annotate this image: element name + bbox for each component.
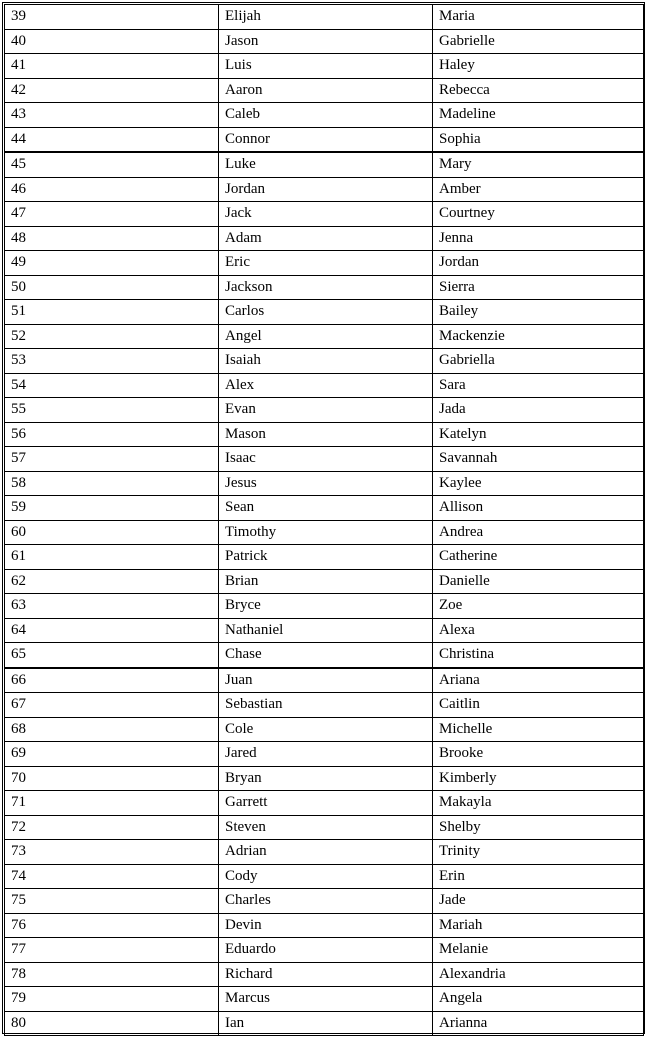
boy-name-cell: Jesus bbox=[219, 471, 433, 496]
table-row bbox=[5, 840, 644, 865]
boy-name-cell: Devin bbox=[219, 913, 433, 938]
rank-cell: 62 bbox=[5, 569, 219, 594]
girl-name-cell: Gabriella bbox=[433, 349, 644, 374]
table-row bbox=[5, 987, 644, 1012]
rank-cell: 53 bbox=[5, 349, 219, 374]
boy-name-cell: Steven bbox=[219, 815, 433, 840]
rank-cell: 70 bbox=[5, 766, 219, 791]
boy-name-cell: Bryan bbox=[219, 766, 433, 791]
table-row bbox=[5, 766, 644, 791]
boy-name-cell: Carlos bbox=[219, 300, 433, 325]
table-row bbox=[5, 103, 644, 128]
boy-name-cell: Marcus bbox=[219, 987, 433, 1012]
table-row bbox=[5, 594, 644, 619]
boy-name-cell: Ian bbox=[219, 1011, 433, 1036]
boy-name-cell: Jason bbox=[219, 29, 433, 54]
girl-name-cell: Erin bbox=[433, 864, 644, 889]
boy-name-cell: Timothy bbox=[219, 520, 433, 545]
girl-name-cell: Christina bbox=[433, 643, 644, 668]
rank-cell: 54 bbox=[5, 373, 219, 398]
boy-name-cell: Adrian bbox=[219, 840, 433, 865]
rank-cell: 56 bbox=[5, 422, 219, 447]
table-row bbox=[5, 643, 644, 668]
rank-cell: 61 bbox=[5, 545, 219, 570]
girl-name-cell: Jada bbox=[433, 398, 644, 423]
table-row bbox=[5, 275, 644, 300]
boy-name-cell: Caleb bbox=[219, 103, 433, 128]
rank-cell: 69 bbox=[5, 742, 219, 767]
rank-cell: 71 bbox=[5, 791, 219, 816]
table-row bbox=[5, 324, 644, 349]
boy-name-cell: Angel bbox=[219, 324, 433, 349]
girl-name-cell: Melanie bbox=[433, 938, 644, 963]
rank-cell: 51 bbox=[5, 300, 219, 325]
table-row bbox=[5, 447, 644, 472]
table-row bbox=[5, 1011, 644, 1036]
rank-cell: 48 bbox=[5, 226, 219, 251]
boy-name-cell: Isaac bbox=[219, 447, 433, 472]
names-table-body bbox=[5, 5, 644, 1036]
table-row bbox=[5, 202, 644, 227]
boy-name-cell: Luke bbox=[219, 152, 433, 177]
rank-cell: 40 bbox=[5, 29, 219, 54]
girl-name-cell: Rebecca bbox=[433, 78, 644, 103]
table-row bbox=[5, 226, 644, 251]
table-row bbox=[5, 864, 644, 889]
boy-name-cell: Isaiah bbox=[219, 349, 433, 374]
table-row bbox=[5, 29, 644, 54]
rank-cell: 65 bbox=[5, 643, 219, 668]
girl-name-cell: Jordan bbox=[433, 251, 644, 276]
girl-name-cell: Savannah bbox=[433, 447, 644, 472]
boy-name-cell: Jared bbox=[219, 742, 433, 767]
rank-cell: 60 bbox=[5, 520, 219, 545]
boy-name-cell: Jordan bbox=[219, 177, 433, 202]
table-row bbox=[5, 962, 644, 987]
rank-cell: 77 bbox=[5, 938, 219, 963]
girl-name-cell: Brooke bbox=[433, 742, 644, 767]
girl-name-cell: Arianna bbox=[433, 1011, 644, 1036]
boy-name-cell: Alex bbox=[219, 373, 433, 398]
table-row bbox=[5, 496, 644, 521]
table-row bbox=[5, 815, 644, 840]
rank-cell: 50 bbox=[5, 275, 219, 300]
rank-cell: 55 bbox=[5, 398, 219, 423]
rank-cell: 57 bbox=[5, 447, 219, 472]
table-row bbox=[5, 177, 644, 202]
girl-name-cell: Zoe bbox=[433, 594, 644, 619]
girl-name-cell: Angela bbox=[433, 987, 644, 1012]
rank-cell: 52 bbox=[5, 324, 219, 349]
girl-name-cell: Gabrielle bbox=[433, 29, 644, 54]
table-row bbox=[5, 54, 644, 79]
boy-name-cell: Elijah bbox=[219, 5, 433, 30]
girl-name-cell: Mackenzie bbox=[433, 324, 644, 349]
rank-cell: 39 bbox=[5, 5, 219, 30]
boy-name-cell: Nathaniel bbox=[219, 618, 433, 643]
girl-name-cell: Katelyn bbox=[433, 422, 644, 447]
table-row bbox=[5, 152, 644, 177]
girl-name-cell: Sophia bbox=[433, 127, 644, 152]
girl-name-cell: Haley bbox=[433, 54, 644, 79]
boy-name-cell: Charles bbox=[219, 889, 433, 914]
girl-name-cell: Mary bbox=[433, 152, 644, 177]
rank-cell: 80 bbox=[5, 1011, 219, 1036]
boy-name-cell: Cody bbox=[219, 864, 433, 889]
table-row bbox=[5, 398, 644, 423]
rank-cell: 47 bbox=[5, 202, 219, 227]
rank-cell: 76 bbox=[5, 913, 219, 938]
girl-name-cell: Madeline bbox=[433, 103, 644, 128]
table-row bbox=[5, 938, 644, 963]
boy-name-cell: Eric bbox=[219, 251, 433, 276]
girl-name-cell: Maria bbox=[433, 5, 644, 30]
boy-name-cell: Richard bbox=[219, 962, 433, 987]
boy-name-cell: Sebastian bbox=[219, 693, 433, 718]
boy-name-cell: Garrett bbox=[219, 791, 433, 816]
girl-name-cell: Ariana bbox=[433, 668, 644, 693]
rank-cell: 46 bbox=[5, 177, 219, 202]
rank-cell: 42 bbox=[5, 78, 219, 103]
girl-name-cell: Sara bbox=[433, 373, 644, 398]
girl-name-cell: Kimberly bbox=[433, 766, 644, 791]
table-row bbox=[5, 349, 644, 374]
table-row bbox=[5, 717, 644, 742]
girl-name-cell: Sierra bbox=[433, 275, 644, 300]
boy-name-cell: Adam bbox=[219, 226, 433, 251]
girl-name-cell: Alexa bbox=[433, 618, 644, 643]
table-row bbox=[5, 127, 644, 152]
boy-name-cell: Evan bbox=[219, 398, 433, 423]
girl-name-cell: Michelle bbox=[433, 717, 644, 742]
table-row bbox=[5, 742, 644, 767]
girl-name-cell: Jenna bbox=[433, 226, 644, 251]
girl-name-cell: Shelby bbox=[433, 815, 644, 840]
rank-cell: 44 bbox=[5, 127, 219, 152]
boy-name-cell: Jack bbox=[219, 202, 433, 227]
boy-name-cell: Sean bbox=[219, 496, 433, 521]
rank-cell: 72 bbox=[5, 815, 219, 840]
table-row bbox=[5, 251, 644, 276]
table-row bbox=[5, 618, 644, 643]
rank-cell: 78 bbox=[5, 962, 219, 987]
boy-name-cell: Aaron bbox=[219, 78, 433, 103]
table-row bbox=[5, 913, 644, 938]
table-row bbox=[5, 422, 644, 447]
boy-name-cell: Cole bbox=[219, 717, 433, 742]
girl-name-cell: Allison bbox=[433, 496, 644, 521]
girl-name-cell: Kaylee bbox=[433, 471, 644, 496]
boy-name-cell: Mason bbox=[219, 422, 433, 447]
boy-name-cell: Patrick bbox=[219, 545, 433, 570]
rank-cell: 66 bbox=[5, 668, 219, 693]
boy-name-cell: Luis bbox=[219, 54, 433, 79]
rank-cell: 58 bbox=[5, 471, 219, 496]
rank-cell: 41 bbox=[5, 54, 219, 79]
rank-cell: 74 bbox=[5, 864, 219, 889]
table-row bbox=[5, 78, 644, 103]
boy-name-cell: Connor bbox=[219, 127, 433, 152]
rank-cell: 73 bbox=[5, 840, 219, 865]
rank-cell: 59 bbox=[5, 496, 219, 521]
girl-name-cell: Bailey bbox=[433, 300, 644, 325]
boy-name-cell: Chase bbox=[219, 643, 433, 668]
table-row bbox=[5, 545, 644, 570]
table-row bbox=[5, 373, 644, 398]
boy-name-cell: Eduardo bbox=[219, 938, 433, 963]
rank-cell: 49 bbox=[5, 251, 219, 276]
table-row bbox=[5, 300, 644, 325]
girl-name-cell: Jade bbox=[433, 889, 644, 914]
boy-name-cell: Jackson bbox=[219, 275, 433, 300]
table-row bbox=[5, 569, 644, 594]
boy-name-cell: Brian bbox=[219, 569, 433, 594]
girl-name-cell: Makayla bbox=[433, 791, 644, 816]
rank-cell: 43 bbox=[5, 103, 219, 128]
girl-name-cell: Caitlin bbox=[433, 693, 644, 718]
girl-name-cell: Danielle bbox=[433, 569, 644, 594]
names-table bbox=[4, 4, 644, 1036]
rank-cell: 79 bbox=[5, 987, 219, 1012]
boy-name-cell: Bryce bbox=[219, 594, 433, 619]
table-row bbox=[5, 668, 644, 693]
rank-cell: 67 bbox=[5, 693, 219, 718]
table-row bbox=[5, 693, 644, 718]
girl-name-cell: Andrea bbox=[433, 520, 644, 545]
girl-name-cell: Amber bbox=[433, 177, 644, 202]
girl-name-cell: Trinity bbox=[433, 840, 644, 865]
rank-cell: 75 bbox=[5, 889, 219, 914]
rank-cell: 63 bbox=[5, 594, 219, 619]
rank-cell: 68 bbox=[5, 717, 219, 742]
girl-name-cell: Courtney bbox=[433, 202, 644, 227]
names-table-frame bbox=[2, 2, 645, 1034]
table-row bbox=[5, 520, 644, 545]
table-row bbox=[5, 889, 644, 914]
rank-cell: 64 bbox=[5, 618, 219, 643]
girl-name-cell: Alexandria bbox=[433, 962, 644, 987]
boy-name-cell: Juan bbox=[219, 668, 433, 693]
rank-cell: 45 bbox=[5, 152, 219, 177]
table-row bbox=[5, 791, 644, 816]
table-row bbox=[5, 471, 644, 496]
table-row bbox=[5, 5, 644, 30]
girl-name-cell: Catherine bbox=[433, 545, 644, 570]
girl-name-cell: Mariah bbox=[433, 913, 644, 938]
